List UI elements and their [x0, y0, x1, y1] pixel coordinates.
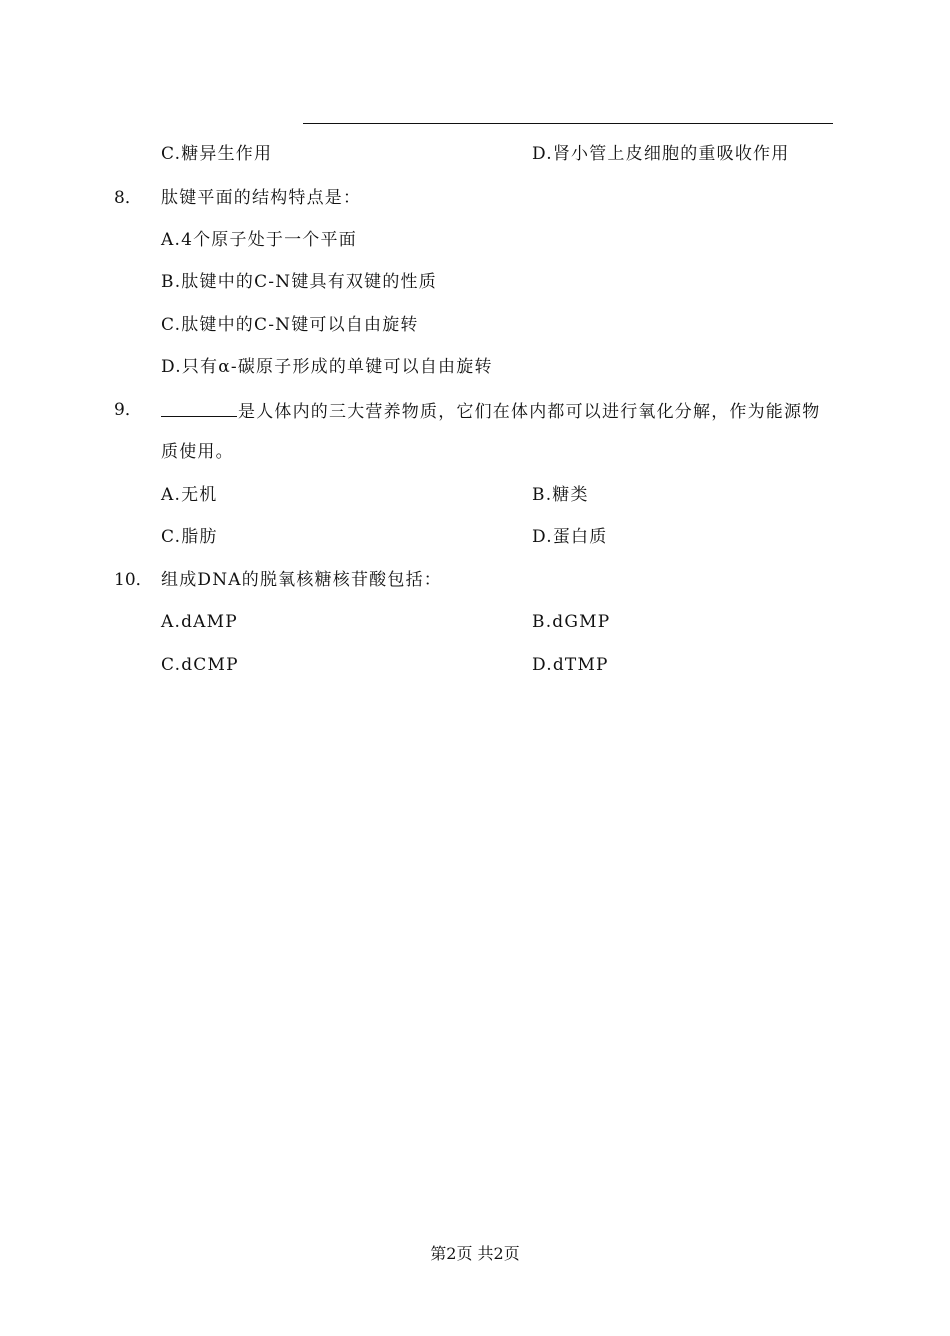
- question-9-number: 9．: [114, 400, 142, 420]
- question-9-option-d: D.蛋白质: [532, 527, 608, 547]
- question-10-option-c: C.dCMP: [161, 655, 239, 675]
- question-8-option-d: D.只有α-碳原子形成的单键可以自由旋转: [161, 357, 493, 377]
- question-8-number: 8．: [114, 188, 142, 208]
- header-rule: [303, 123, 833, 124]
- question-9-stem-text: 是人体内的三大营养物质，它们在体内都可以进行氧化分解，作为能源物: [238, 402, 821, 422]
- question-9-option-a: A.无机: [161, 485, 218, 505]
- question-9-stem-line2: 质使用。: [161, 442, 234, 462]
- question-8-option-a: A.4个原子处于一个平面: [161, 230, 357, 250]
- question-10-number: 10．: [114, 570, 153, 590]
- prev-option-c: C.糖异生作用: [161, 144, 273, 164]
- question-10-option-a: A.dAMP: [161, 612, 238, 632]
- question-10-option-d: D.dTMP: [532, 655, 609, 675]
- answer-blank: [161, 399, 237, 417]
- question-8-stem: 肽键平面的结构特点是：: [161, 188, 362, 208]
- question-8-option-c: C.肽键中的C-N键可以自由旋转: [161, 315, 419, 335]
- prev-option-d: D.肾小管上皮细胞的重吸收作用: [532, 144, 790, 164]
- question-9-stem: [161, 399, 820, 423]
- question-10-stem: 组成DNA的脱氧核糖核苷酸包括：: [161, 570, 442, 590]
- question-10-option-b: B.dGMP: [532, 612, 611, 632]
- question-8-option-b: B.肽键中的C-N键具有双键的性质: [161, 272, 437, 292]
- page-number: 第2页 共2页: [430, 1244, 520, 1263]
- question-9-option-b: B.糖类: [532, 485, 589, 505]
- question-9-option-c: C.脂肪: [161, 527, 218, 547]
